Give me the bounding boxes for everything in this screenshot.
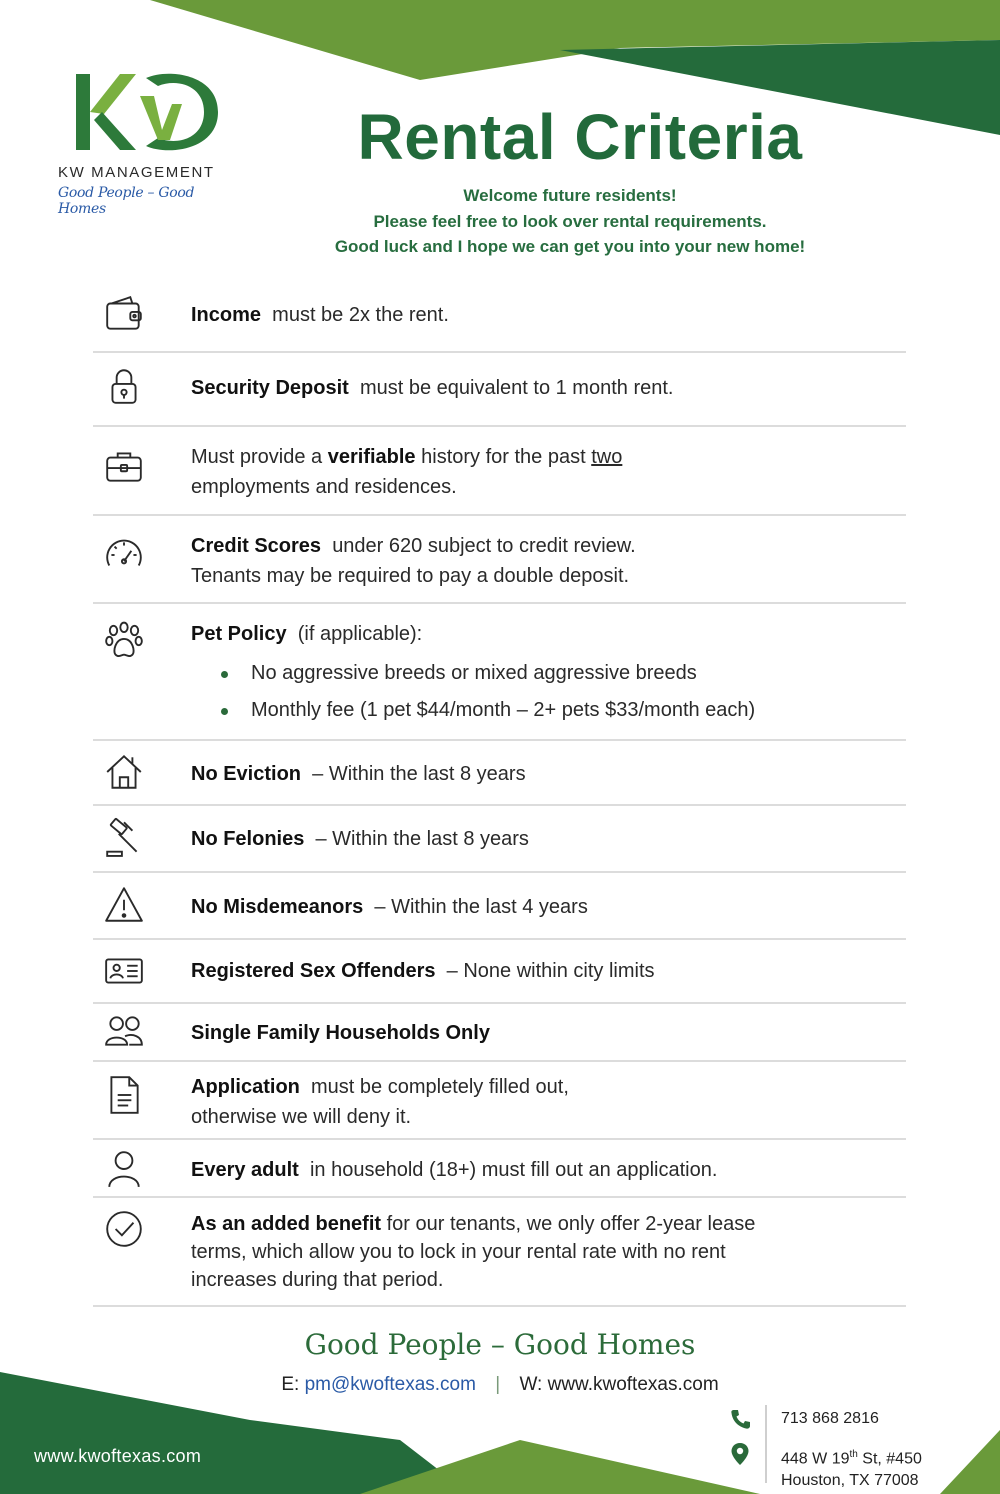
criteria-label: Credit Scores [191,535,322,557]
id-card-icon [103,950,145,992]
criteria-row-every-adult [93,1140,906,1198]
criteria-text [191,300,896,330]
footer-slogan: Good People – Good Homes [304,1328,696,1361]
page-title: Rental Criteria [357,101,803,173]
criteria-text [191,1210,806,1294]
criteria-row-no-felonies [93,806,906,873]
address-line2: Houston, TX 77008 [781,1472,919,1490]
criteria-label: As an added benefit [191,1213,382,1235]
phone-number[interactable]: 713 868 2816 [781,1410,879,1427]
welcome-message [290,183,850,260]
contact-line [0,1374,1000,1396]
kw-logo-mark [72,68,222,156]
criteria-label: Pet Policy [191,623,287,645]
bullet-item: Monthly fee (1 pet $44/month – 2+ pets $33/month each) [191,692,896,729]
wallet-icon [103,293,145,335]
contact-separator: | [495,1374,501,1395]
criteria-row-security-deposit [93,353,906,427]
corner-website-link[interactable]: www.kwoftexas.com [34,1446,202,1466]
document-icon [103,1074,145,1116]
address-line1 [781,1444,922,1470]
person-icon [103,1148,145,1190]
speedometer-icon [103,534,145,576]
criteria-detail: – Within the last 8 years [312,763,526,785]
email-label: E: [281,1374,300,1395]
criteria-row-no-eviction [93,741,906,806]
criteria-detail-line2: otherwise we will deny it. [191,1106,412,1128]
web-label: W: [519,1374,543,1395]
criteria-detail: (if applicable): [297,623,423,645]
criteria-label: Security Deposit [191,377,349,399]
criteria-text [191,619,896,729]
criteria-text [191,442,896,502]
criteria-row-income [93,290,906,353]
criteria-label: Registered Sex Offenders [191,960,436,982]
criteria-label: Every adult [191,1159,299,1181]
criteria-detail: in household (18+) must fill out an application. [309,1159,718,1181]
criteria-text [191,531,896,591]
welcome-line: Welcome future residents! [463,186,677,205]
address-street-number: 448 W 19 [781,1450,850,1468]
lock-icon [103,365,145,407]
warning-icon [103,884,145,926]
address-ordinal: th [849,1449,858,1460]
company-tagline: Good People – Good Homes [58,185,195,217]
criteria-detail: under 620 subject to credit review. [332,535,636,557]
welcome-line: Please feel free to look over rental requirements. [373,211,767,231]
paw-icon [103,620,145,662]
welcome-line: Good luck and I hope we can get you into your new home! [334,237,806,256]
criteria-underlined: two [591,446,623,468]
bullet-item: No aggressive breeds or mixed aggressive breeds [191,655,896,692]
criteria-label: verifiable [327,446,416,468]
people-icon [103,1010,145,1052]
criteria-detail: must be completely filled out, [311,1076,569,1098]
criteria-label: Single Family Households Only [191,1022,490,1044]
criteria-detail-line2: Tenants may be required to pay a double deposit. [191,565,630,587]
company-name: KW MANAGEMENT [58,164,215,181]
website-link[interactable]: www.kwoftexas.com [547,1374,719,1395]
criteria-detail: – Within the last 8 years [315,828,529,850]
criteria-row-no-misdemeanors [93,873,906,940]
gavel-icon [103,816,145,858]
criteria-label: No Eviction [191,763,302,785]
criteria-label: No Felonies [191,828,305,850]
email-link[interactable]: pm@kwoftexas.com [304,1374,476,1395]
footer-divider [765,1405,767,1483]
criteria-detail: must be 2x the rent. [272,304,449,326]
criteria-row-added-benefit [93,1198,906,1307]
criteria-detail: – Within the last 4 years [374,896,588,918]
briefcase-icon [103,445,145,487]
address [781,1444,922,1492]
criteria-detail: must be equivalent to 1 month rent. [359,377,674,399]
location-pin-icon [730,1442,750,1466]
criteria-label: Application [191,1076,300,1098]
criteria-text [191,1155,896,1185]
criteria-text [191,373,896,403]
criteria-middle: history for the past [421,446,586,468]
criteria-row-sex-offenders [93,940,906,1004]
criteria-prefix: Must provide a [191,446,323,468]
criteria-text [191,1018,896,1048]
house-icon [103,751,145,793]
criteria-detail: employments and residences. [191,476,457,498]
criteria-detail: for our tenants, we only offer 2-year lease terms, which allow you to lock in your rental rate with no rent increases during that period. [191,1213,756,1291]
criteria-row-application [93,1062,906,1140]
criteria-row-single-family [93,1004,906,1062]
criteria-row-credit-scores [93,516,906,604]
address-street-rest: St, #450 [857,1450,922,1468]
criteria-detail: – None within city limits [446,960,655,982]
phone-icon [730,1408,750,1430]
company-logo [58,68,243,217]
criteria-label: No Misdemeanors [191,896,364,918]
criteria-text [191,1072,896,1132]
criteria-row-pet-policy [93,604,906,741]
criteria-text [191,824,896,854]
criteria-text [191,892,896,922]
pet-policy-bullets [191,655,896,729]
criteria-label: Income [191,304,262,326]
criteria-text [191,956,896,986]
check-circle-icon [103,1208,145,1250]
criteria-text [191,759,896,789]
criteria-row-verifiable-history [93,427,906,516]
